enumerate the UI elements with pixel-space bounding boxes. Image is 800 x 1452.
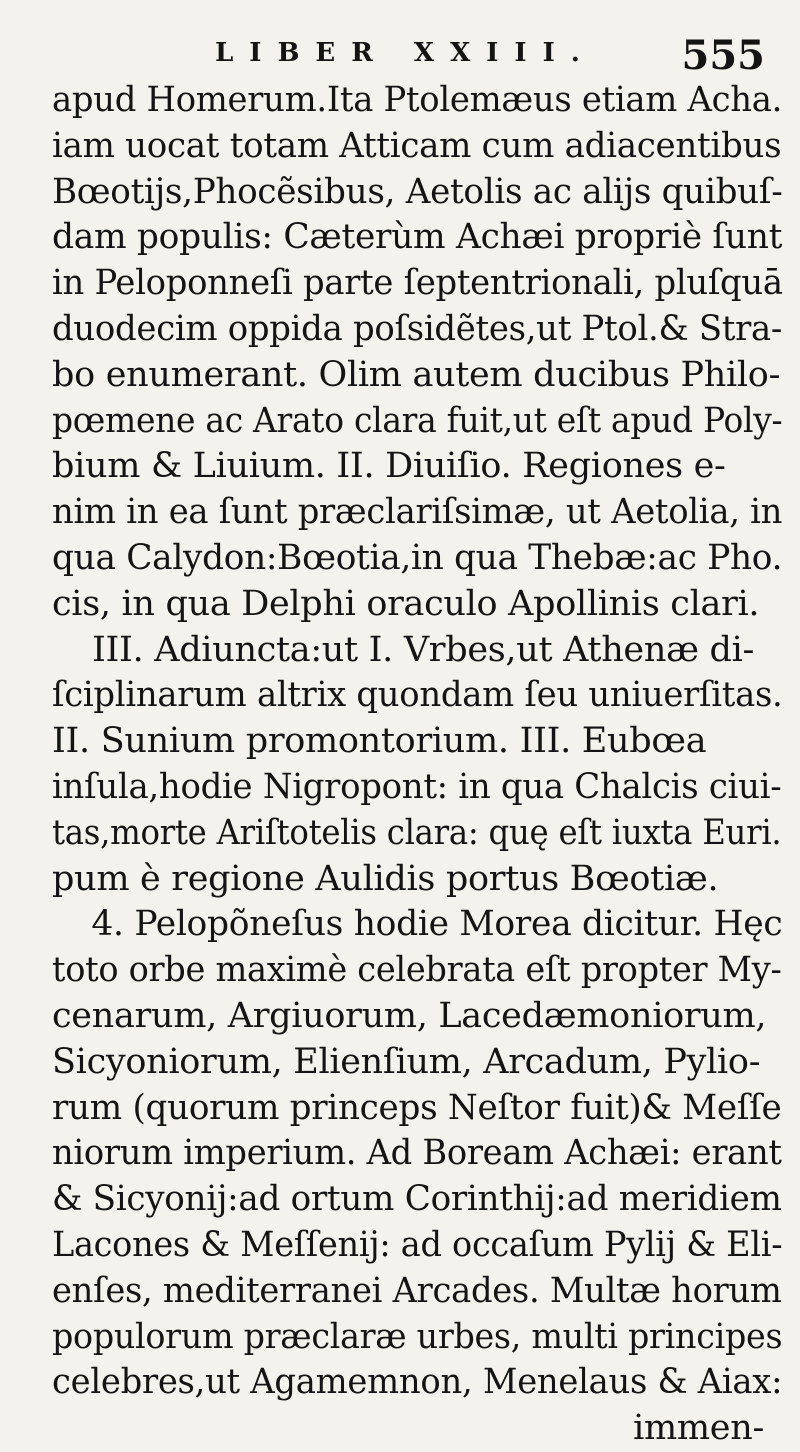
text-line: III. Adiuncta:ut I. Vrbes,ut Athenæ di- — [92, 629, 755, 670]
text-line: ſciplinarum altrix quondam ſeu uniuerſitas. — [52, 675, 783, 716]
text-line: & Sicyonij:ad ortum Corinthij:ad meridiem — [52, 1179, 782, 1220]
text-line: qua Calydon:Bœotia,in qua Thebæ:ac Pho. — [52, 537, 783, 578]
text-line: inſula,hodie Nigropont: in qua Chalcis ciui- — [52, 766, 782, 807]
text-line: nim in ea ſunt præclariſsimæ, ut Aetolia, in — [52, 492, 783, 533]
text-line: iam uocat totam Atticam cum adiacentibus — [52, 125, 782, 166]
text-line: II. Sunium promontorium. III. Eubœa — [52, 721, 707, 762]
text-line: Bœotijs,Phocẽsibus, Aetolis ac alijs quibuſ- — [52, 171, 783, 212]
text-line: niorum imperium. Ad Boream Achæi: erant — [52, 1133, 782, 1174]
text-line: pœmene ac Arato clara fuit,ut eſt apud Poly- — [52, 400, 783, 441]
text-line: apud Homerum.Ita Ptolemæus etiam Acha. — [52, 80, 783, 120]
text-line: rum (quorum princeps Neſtor fuit)& Meſſe — [52, 1087, 782, 1128]
body-text — [52, 78, 782, 1452]
text-line: celebres,ut Agamemnon, Menelaus & Aiax: — [52, 1362, 783, 1403]
text-line: in Peloponneſi parte ſeptentrionali, pluſquā — [52, 263, 783, 304]
page-number: 555 — [681, 32, 765, 79]
text-line: bo enumerant. Olim autem ducibus Philo- — [52, 354, 781, 395]
text-line: tas,morte Ariſtotelis clara: quę eſt iuxta Euri. — [52, 812, 782, 853]
running-head: LIBER XXIII. — [215, 38, 596, 68]
text-line: 4. Pelopõneſus hodie Morea dicitur. Hęc — [91, 904, 783, 945]
text-line: Lacones & Meſſenij: ad occaſum Pylij & Eli- — [52, 1224, 783, 1265]
text-line: toto orbe maximè celebrata eſt propter My- — [52, 950, 782, 991]
text-line: cenarum, Argiuorum, Lacedæmoniorum, — [52, 995, 767, 1036]
text-line: dam populis: Cæterùm Achæi propriè ſunt — [52, 217, 783, 258]
text-line: enſes, mediterranei Arcades. Multæ horum — [52, 1270, 782, 1311]
text-line: duodecim oppida poſsidẽtes,ut Ptol.& Stra- — [52, 308, 783, 349]
text-line: Sicyoniorum, Elienſium, Arcadum, Pylio- — [52, 1041, 761, 1082]
page-header — [205, 32, 765, 80]
text-line: populorum præclaræ urbes, multi principes — [52, 1316, 783, 1357]
text-line: bium & Liuium. II. Diuiſio. Regiones e- — [52, 446, 726, 487]
text-line: cis, in qua Delphi oraculo Apollinis clari. — [52, 583, 760, 624]
catchword: immen- — [633, 1408, 764, 1449]
text-line: pum è regione Aulidis portus Bœotiæ. — [52, 858, 719, 899]
